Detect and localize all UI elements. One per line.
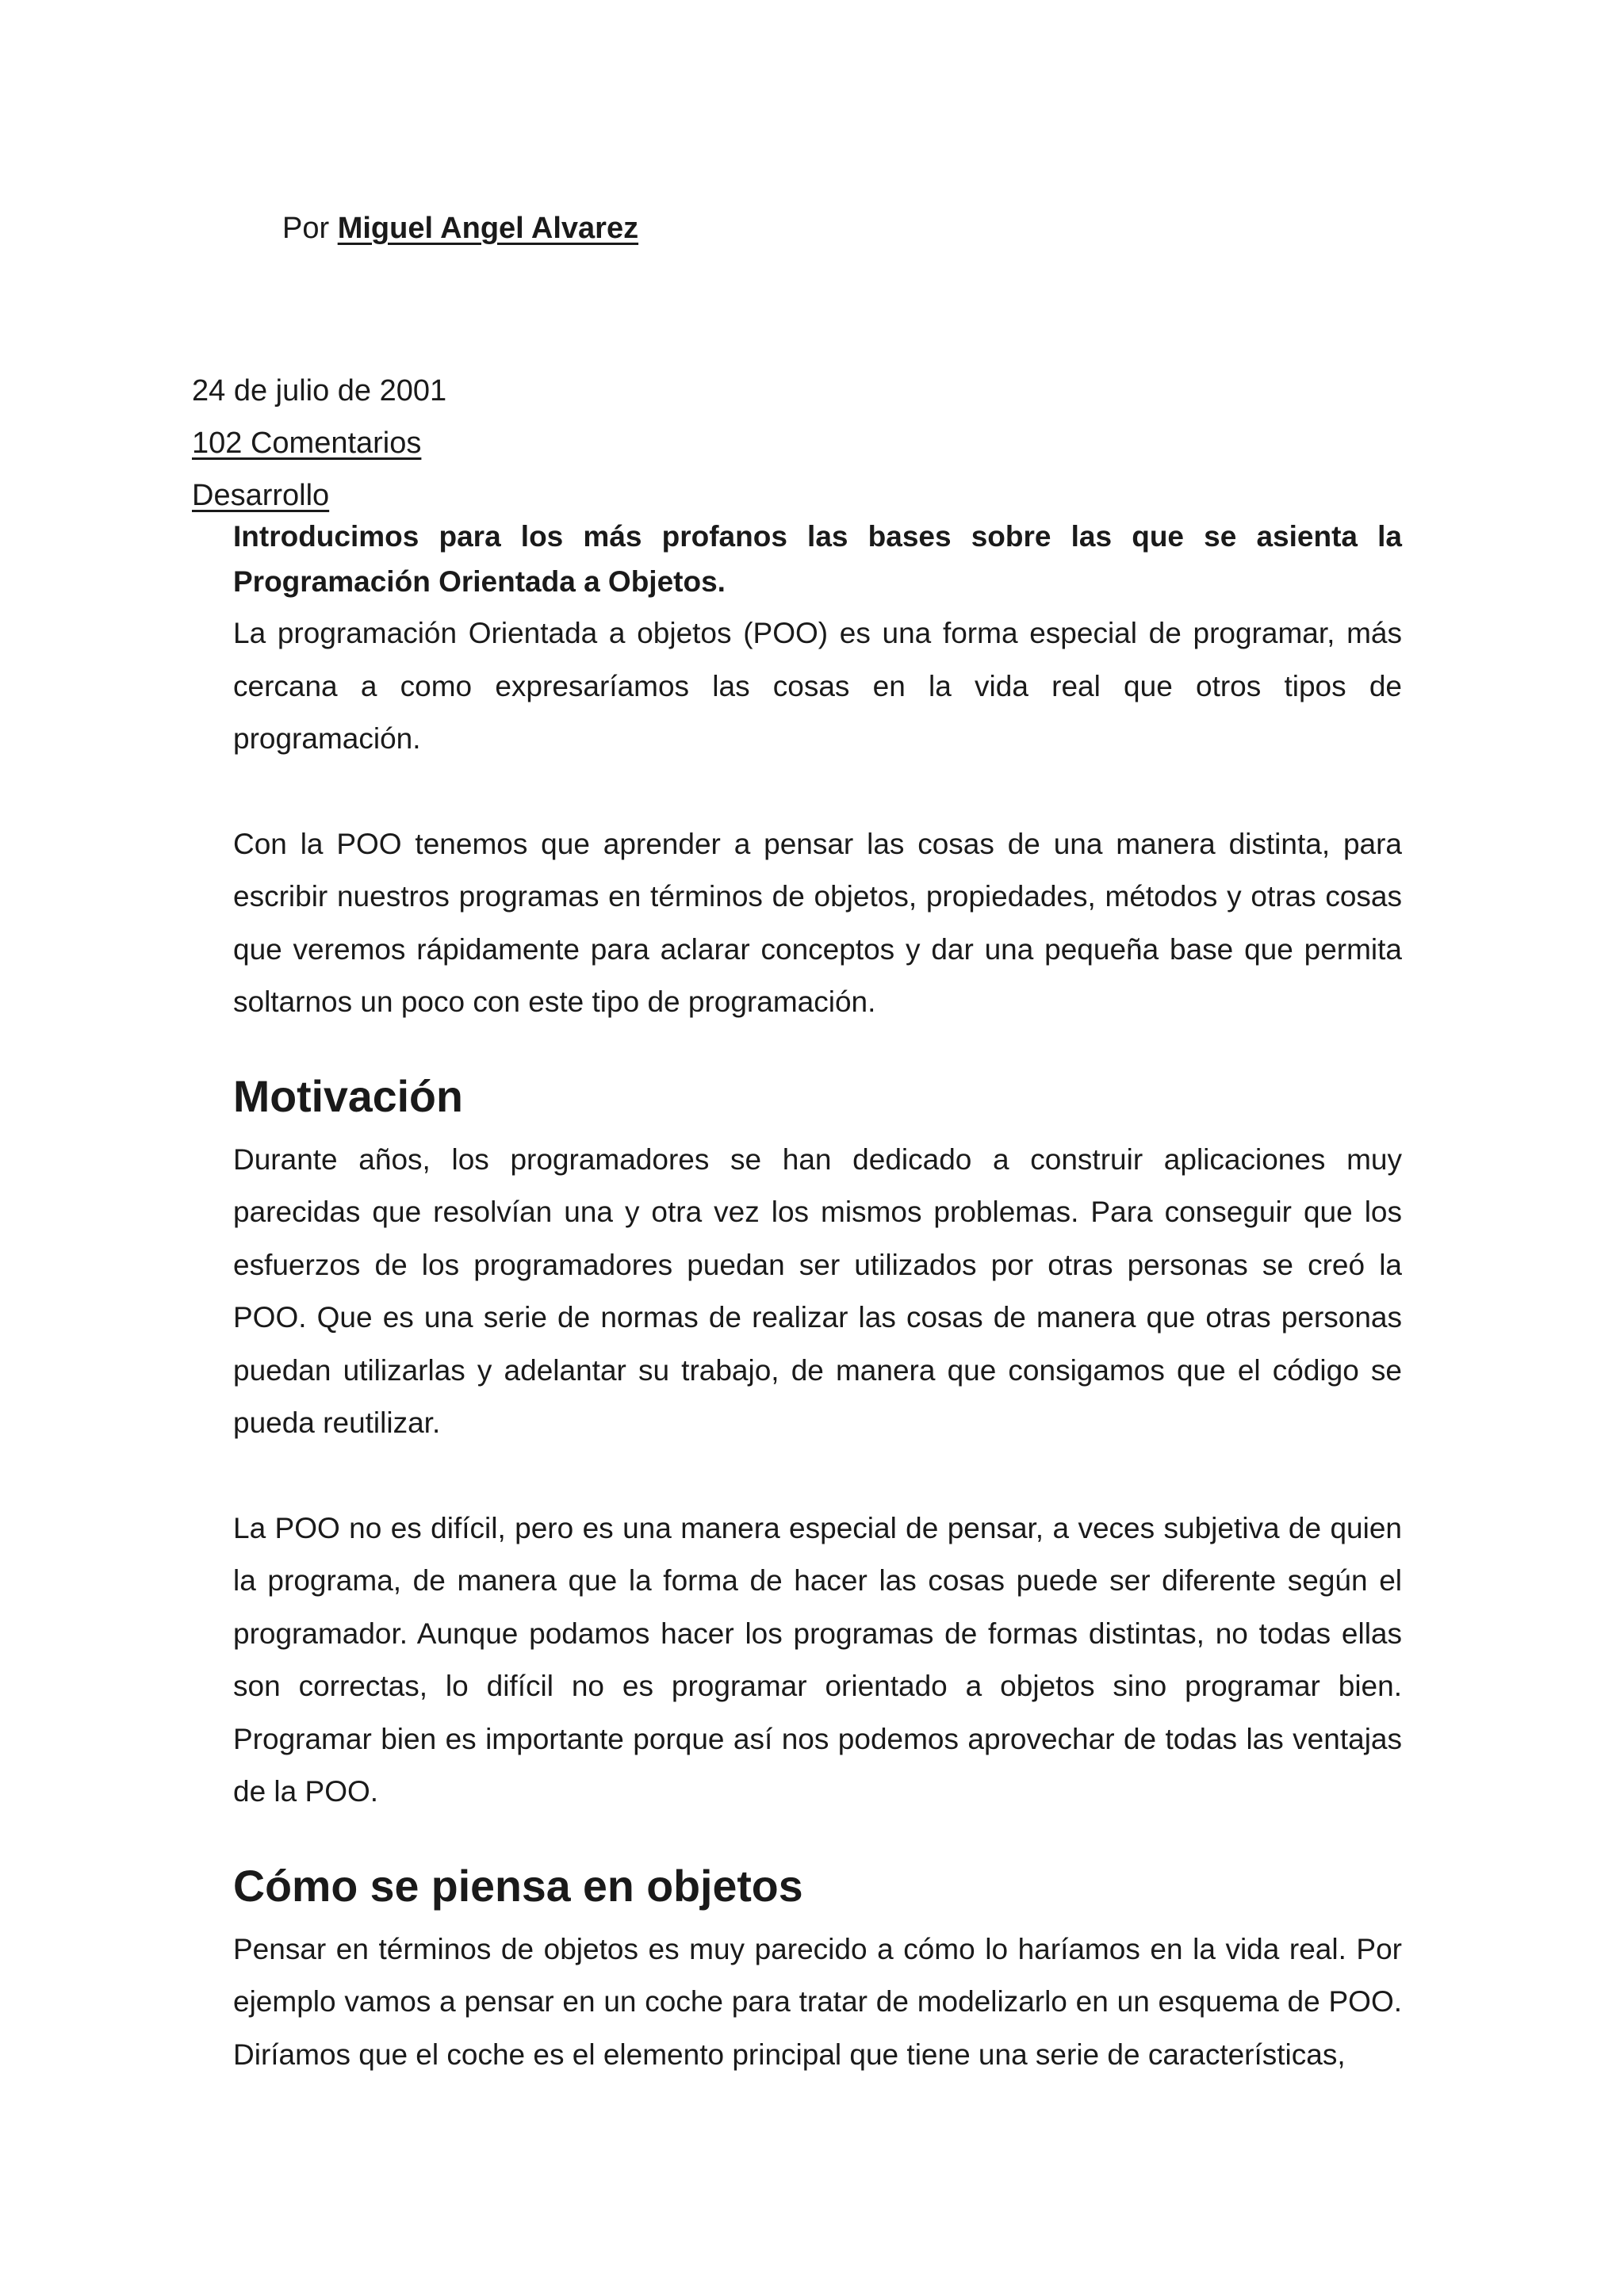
- paragraph: Con la POO tenemos que aprender a pensar las cosas de una manera distinta, para escribir nuestros programas en términos de objetos, propiedades, métodos y otras cosas que veremos rápidamente para aclarar conceptos y dar una pequeña base que permita soltarnos un poco con este tipo de programación.: [233, 827, 1402, 1018]
- section-heading-objetos: Cómo se piensa en objetos: [233, 1861, 803, 1911]
- byline: [282, 208, 638, 249]
- paragraph: La POO no es difícil, pero es una manera especial de pensar, a veces subjetiva de quien la programa, de manera que la forma de hacer las cosas puede ser diferente según el programador. Aunque podamos hacer los programas de formas distintas, no todas ellas son correctas, lo difícil no es programar orientado a objetos sino programar bien. Programar bien es importante porque así nos podemos aprovechar de todas las ventajas de la POO.: [233, 1511, 1402, 1808]
- category-link[interactable]: Desarrollo: [192, 479, 330, 512]
- byline-prefix: Por: [282, 212, 330, 245]
- author-link[interactable]: Miguel Angel Alvarez: [337, 212, 639, 245]
- publish-date: 24 de julio de 2001: [192, 374, 447, 408]
- paragraph: La programación Orientada a objetos (POO) es una forma especial de programar, más cercana a como expresaríamos las cosas en la vida real que otros tipos de programación.: [233, 617, 1402, 755]
- article-meta: [192, 365, 446, 522]
- article-body: [233, 514, 1402, 2081]
- article-lead: Introducimos para los más profanos las bases sobre las que se asienta la Programación Orientada a Objetos.: [233, 520, 1402, 598]
- section-heading-motivacion: Motivación: [233, 1071, 463, 1121]
- comments-link[interactable]: 102 Comentarios: [192, 427, 422, 460]
- paragraph: Durante años, los programadores se han dedicado a construir aplicaciones muy parecidas que resolvían una y otra vez los mismos problemas. Para conseguir que los esfuerzos de los programadores puedan ser utilizados por otras personas se creó la POO. Que es una serie de normas de realizar las cosas de manera que otras personas puedan utilizarlas y adelantar su trabajo, de manera que consigamos que el código se pueda reutilizar.: [233, 1142, 1402, 1439]
- paragraph: Pensar en términos de objetos es muy parecido a cómo lo haríamos en la vida real. Por ejemplo vamos a pensar en un coche para tratar de modelizarlo en un esquema de POO. Diríamos que el coche es el elemento principal que tiene una serie de características,: [233, 1932, 1402, 2071]
